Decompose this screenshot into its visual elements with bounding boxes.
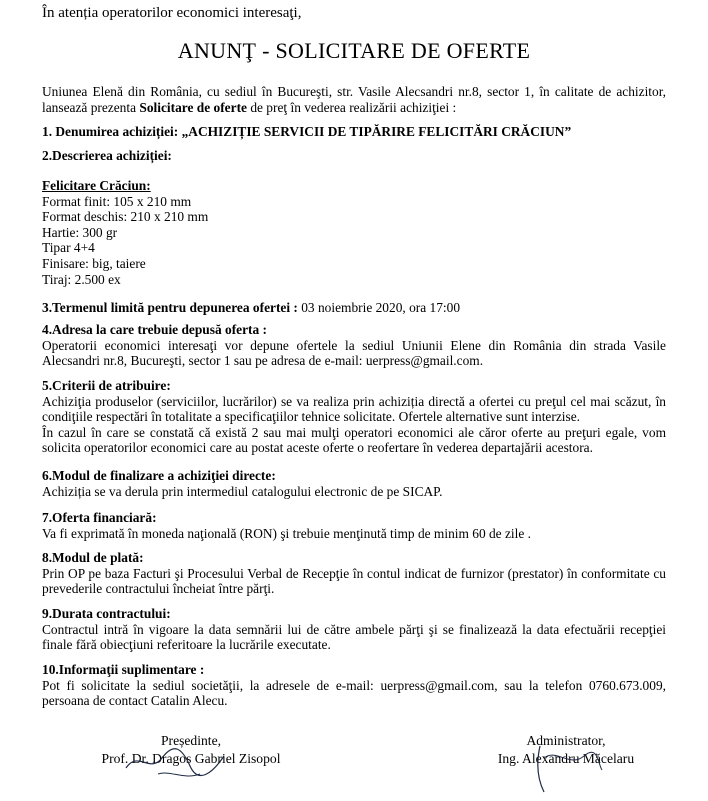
section-6 [42,468,666,499]
right-signatory-name: Ing. Alexandru Măcelaru [497,751,635,766]
section-8 [42,550,666,597]
section-5-heading: 5.Criterii de atribuire: [42,378,171,393]
spec-item: Hartie: 300 gr [42,224,118,240]
section-9 [42,606,666,653]
product-title: Felicitare Crăciun: [42,178,151,193]
section-9-heading: 9.Durata contractului: [42,606,171,621]
section-4-text: Operatorii economici interesaţi vor depune ofertele la sediul Uniunii Elene din România din strada Vasile Alecsandri nr.8, Bucureşti, sector 1 sau pe adresa de e-mail: uerpress@gmail.com. [42,337,666,369]
intro-paragraph [42,84,666,115]
section-7-heading: 7.Oferta financiară: [42,510,157,525]
section-3-value: 03 noiembrie 2020, ora 17:00 [301,300,461,315]
section-6-text: Achiziția se va derula prin intermediul catalogului electronic de pe SICAP. [42,483,443,499]
section-1-value: „ACHIZIȚIE SERVICII DE TIPĂRIRE FELICITĂRI CRĂCIUN” [181,124,572,139]
section-4-heading: 4.Adresa la care trebuie depusă oferta : [42,322,268,337]
section-10-text: Pot fi solicitate la sediul societăţii, la adresele de e-mail: uerpress@gmail.com, sau la telefon 0760.673.009, persoana de contact Catalin Alecu. [42,677,666,709]
left-signatory-role: Președinte, [160,733,222,748]
spec-item: Finisare: big, taiere [42,255,146,271]
section-1 [42,124,666,140]
spec-item: Tipar 4+4 [42,240,95,256]
section-8-text: Prin OP pe baza Facturi şi Procesului Verbal de Recepţie în contul indicat de furnizor (prestator) în conformitate cu prevederile contractului încheiat între părţi. [42,565,666,597]
intro-text-before: Uniunea Elenă din România, cu sediul în Bucureşti, str. Vasile Alecsandri nr.8, sector 1, în calitate de achizitor, lansează prezenta [42,84,666,115]
page-title: ANUNŢ - SOLICITARE DE OFERTE [177,38,531,63]
section-1-heading: 1. Denumirea achiziției: [42,124,182,139]
section-10-heading: 10.Informaţii suplimentare : [42,662,205,677]
left-signatory-name: Prof. Dr. Dragos Gabriel Zisopol [101,751,281,766]
section-10 [42,662,666,709]
section-5-text-2: În cazul în care se constată că există 2 sau mai mulţi operatori economici ale căror oferte au preţuri egale, vom solicita operatorilor economici care au postat aceste oferte o reofertare în vederea departajării acestora. [42,424,666,456]
section-2-heading: 2.Descrierea achiziției: [42,148,172,163]
greeting: În atenția operatorilor economici interesaţi, [42,5,302,21]
right-signature-scribble [526,740,606,796]
section-9-text: Contractul intră în vigoare la data semnării lui de către ambele părţi şi se finalizează la data efectuării recepţiei finale fără obiecţiuni referitoare la lucrările executate. [42,621,666,653]
section-6-heading: 6.Modul de finalizare a achiziţiei directe: [42,468,276,483]
section-5 [42,378,666,456]
left-signature-scribble [120,744,230,784]
section-7 [42,510,666,541]
section-7-text: Va fi exprimată în moneda naţională (RON) şi trebuie menţinută timp de minim 60 de zile . [42,525,531,541]
intro-bold: Solicitare de oferte [139,99,247,115]
section-2-specs [42,178,666,287]
intro-text-after: de preţ în vederea realizării achiziţiei : [246,99,457,115]
spec-item: Format finit: 105 x 210 mm [42,193,192,209]
spec-item: Format deschis: 210 x 210 mm [42,209,209,225]
section-3-heading: 3.Termenul limită pentru depunerea ofertei : [42,300,302,315]
spec-item: Tiraj: 2.500 ex [42,271,121,287]
section-8-heading: 8.Modul de plată: [42,550,144,565]
section-5-text-1: Achiziţia produselor (serviciilor, lucrărilor) se va realiza prin achiziția directă a ofertei cu preţul cel mai scăzut, în condiţiile respectări în totalitate a specificaţiilor tehnice solicitate. Ofertele alternative sunt interzise. [42,393,666,425]
section-3 [42,300,666,316]
right-signatory-role: Administrator, [526,733,606,748]
section-4 [42,322,666,369]
